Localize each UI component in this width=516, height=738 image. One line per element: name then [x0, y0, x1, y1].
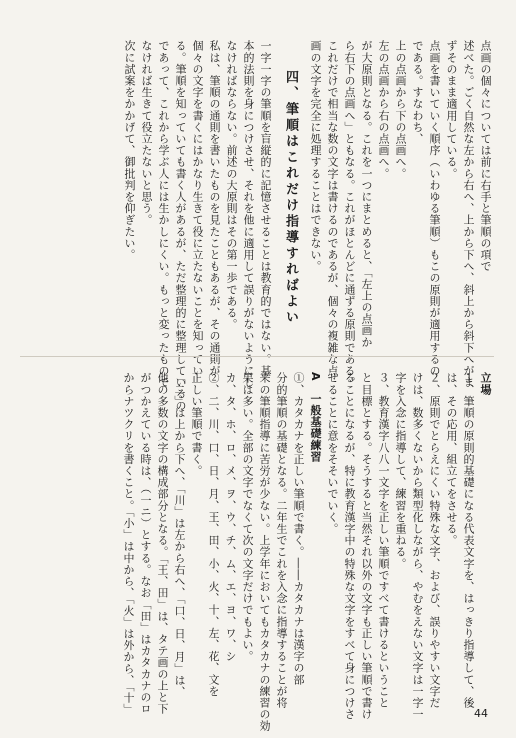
- text-column: 述べた。ごく自然な左から右へ、上から下へ、斜上から斜下へがま: [462, 40, 475, 388]
- page-number: 44: [474, 707, 488, 720]
- text-column: けは、数多くないから類型化しながら、やむをえない文字は一字一: [411, 372, 424, 720]
- text-column: と目標とする。そうすると当然それ以外の文字も正しい筆順で書け: [360, 372, 373, 720]
- text-column: これだけで相当な数の文字は書けるのであるが、個々の複雑な点: [326, 40, 339, 377]
- text-column: ら右下の点画へ」ともなる。これがほとんどに通ずる原則である。: [343, 40, 356, 388]
- text-column: 果は多い。全部の文字でなくて次の文字だけでもよい。: [241, 372, 254, 662]
- text-column: １、筆順の原則的基礎になる代表文字を、はっきり指導して、後: [462, 372, 475, 709]
- text-column: からナツクリを書くこと。「小」は中から、「火」は外から、「十」: [122, 372, 135, 716]
- text-column: 字を入念に指導して、練習を重ねる。: [394, 372, 407, 570]
- subsection-heading: A 一般基礎練習: [309, 372, 322, 463]
- text-column: がつかえている時は、（一ニ）とする。なお「田」はカタカナのロ: [139, 372, 152, 715]
- text-column: なければならない。前述の大原則はその第一歩である。: [225, 40, 238, 330]
- text-column: ３、教育漢字八八一文字を正しい筆順ですべて書けるということ: [377, 372, 390, 709]
- text-column: は、その応用、組立てをさせる。: [445, 372, 458, 546]
- text-column: 左の点画から右の点画へ。: [377, 40, 390, 180]
- text-column: 画の文字を完全に処理することはできない。: [309, 40, 322, 272]
- text-column: ずそのまま適用している。: [445, 40, 458, 180]
- text-column: 私は、筆順の通則を書いたものを見たこともあるが、その通則が: [208, 40, 221, 377]
- text-column: ①、カタカナを正しい筆順で書く。――カタカナは漢字の部: [292, 372, 305, 686]
- text-column: 一字一字の筆順を盲縦的に記憶させることは教育的ではない。基: [259, 40, 272, 377]
- text-column: 個々の文字を書くにはかなり生きて役に立たないことを知ってい: [191, 40, 204, 377]
- text-column: である。すなわち、: [411, 40, 424, 145]
- section-heading: 四、筆順はこれだけ指導すればよい: [283, 70, 298, 326]
- text-column: 来の筆順指導に苦労が少ない。上学年においてもカタカナの練習の効: [258, 372, 271, 732]
- text-column: 点画を書いていく順序（いわゆる筆順）もこの原則が適用するの: [428, 40, 441, 377]
- katakana-list: カ、タ、ホ、ロ、メ、ヲ、ウ、チ、ム、エ、ヨ、ワ、シ: [224, 372, 237, 662]
- text-column: 上の点画から下の点画へ。: [394, 40, 407, 180]
- text-column: 本的法則を身につけさせ、それを他に適用して誤りがないようにし: [242, 40, 255, 388]
- position-heading: 立場: [479, 372, 492, 396]
- kanji-list: ②、二、川、口、日、月、王、田、小、火、十、左、花、文を: [207, 372, 220, 697]
- text-column: 他の多数の文字の構成部分となる。「王、田」は、タテ画の上と下: [156, 372, 169, 715]
- text-column: 正しい筆順で書く。: [190, 372, 203, 477]
- text-column: なければ生きて役立たないと思う。: [140, 40, 153, 226]
- text-column: 分的筆順の基礎となる。二年生でこれを入念に指導することが将: [275, 372, 288, 709]
- text-column: せることに意をそそいでいく。: [326, 372, 339, 535]
- text-column: であって、これから学ぶ人には生かしにくい。もっと変ったもので: [157, 40, 170, 388]
- text-column: 点画の個々については前に右手と筆順の項で: [479, 40, 492, 272]
- text-column: ２、原則でとらえにくい特殊な文字、および、誤りやすい文字だ: [428, 372, 441, 709]
- text-column: 次に試案をかかげて、御批判を仰ぎたい。: [123, 40, 136, 261]
- text-column: 「二」は上から下へ、「川」は左から右へ、「口、日、月」は、: [173, 372, 186, 698]
- section-divider: [20, 356, 494, 357]
- text-column: が大原則となる。これを一つにまとめると、「左上の点画か: [360, 40, 373, 348]
- text-column: ることになるが、特に教育漢字中の特殊な文字をすべて身につけさ: [343, 372, 356, 720]
- text-column: る。筆順を知っていても書く人があるが、ただ整理的に整理しているの: [174, 40, 187, 412]
